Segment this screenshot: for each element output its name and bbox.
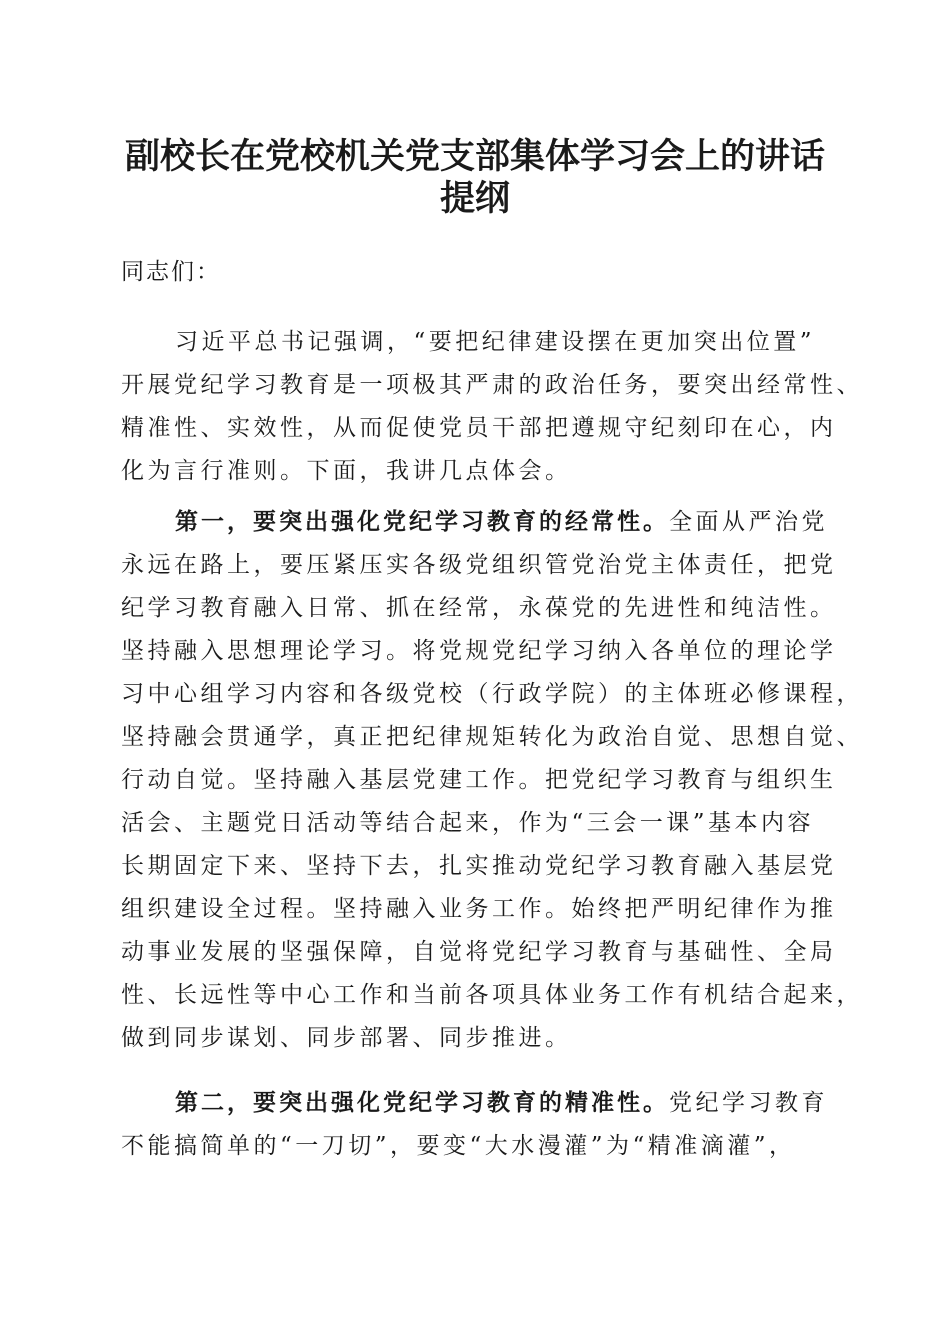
paragraph-line: 不能搞简单的“一刀切”，要变“大水漫灌”为“精准滴灌”， bbox=[121, 1133, 796, 1159]
point-heading: 第二，要突出强化党纪学习教育的精准性。 bbox=[175, 1090, 669, 1116]
paragraph-line: 活会、主题党日活动等结合起来，作为“三会一课”基本内容 bbox=[121, 810, 815, 836]
paragraph-line: 做到同步谋划、同步部署、同步推进。 bbox=[121, 1025, 572, 1051]
paragraph-intro bbox=[121, 321, 863, 493]
paragraph-line: 永远在路上，要压紧压实各级党组织管党治党主体责任，把党 bbox=[121, 552, 837, 578]
paragraph-line: 纪学习教育融入日常、抓在经常，永葆党的先进性和纯洁性。 bbox=[121, 595, 837, 621]
paragraph-text: 党纪学习教育 bbox=[669, 1090, 828, 1116]
salutation: 同志们： bbox=[121, 259, 221, 285]
paragraph-line: 习近平总书记强调，“要把纪律建设摆在更加突出位置” bbox=[175, 329, 816, 355]
paragraph-line: 性、长远性等中心工作和当前各项具体业务工作有机结合起来， bbox=[121, 982, 863, 1008]
paragraph-line bbox=[121, 501, 841, 544]
paragraph-line: 动事业发展的坚强保障，自觉将党纪学习教育与基础性、全局 bbox=[121, 939, 837, 965]
paragraph-line: 坚持融入思想理论学习。将党规党纪学习纳入各单位的理论学 bbox=[121, 638, 837, 664]
paragraph-text: 全面从严治党 bbox=[669, 509, 828, 535]
paragraph-line: 开展党纪学习教育是一项极其严肃的政治任务，要突出经常性、 bbox=[121, 372, 863, 398]
paragraph-line: 化为言行准则。下面，我讲几点体会。 bbox=[121, 458, 572, 484]
paragraph-line bbox=[121, 1082, 841, 1125]
point-heading: 第一，要突出强化党纪学习教育的经常性。 bbox=[175, 509, 669, 535]
paragraph-line: 习中心组学习内容和各级党校（行政学院）的主体班必修课程， bbox=[121, 681, 863, 707]
title-line-1: 副校长在党校机关党支部集体学习会上的讲话 bbox=[124, 136, 825, 177]
paragraph-second-point bbox=[121, 1082, 841, 1168]
title-line-2: 提纲 bbox=[439, 178, 510, 219]
document-title bbox=[100, 136, 850, 220]
paragraph-line: 组织建设全过程。坚持融入业务工作。始终把严明纪律作为推 bbox=[121, 896, 837, 922]
paragraph-line: 长期固定下来、坚持下去，扎实推动党纪学习教育融入基层党 bbox=[121, 853, 837, 879]
paragraph-line: 精准性、实效性，从而促使党员干部把遵规守纪刻印在心，内 bbox=[121, 415, 837, 441]
paragraph-line: 坚持融会贯通学，真正把纪律规矩转化为政治自觉、思想自觉、 bbox=[121, 724, 863, 750]
paragraph-line: 行动自觉。坚持融入基层党建工作。把党纪学习教育与组织生 bbox=[121, 767, 837, 793]
paragraph-first-point bbox=[121, 501, 863, 1060]
